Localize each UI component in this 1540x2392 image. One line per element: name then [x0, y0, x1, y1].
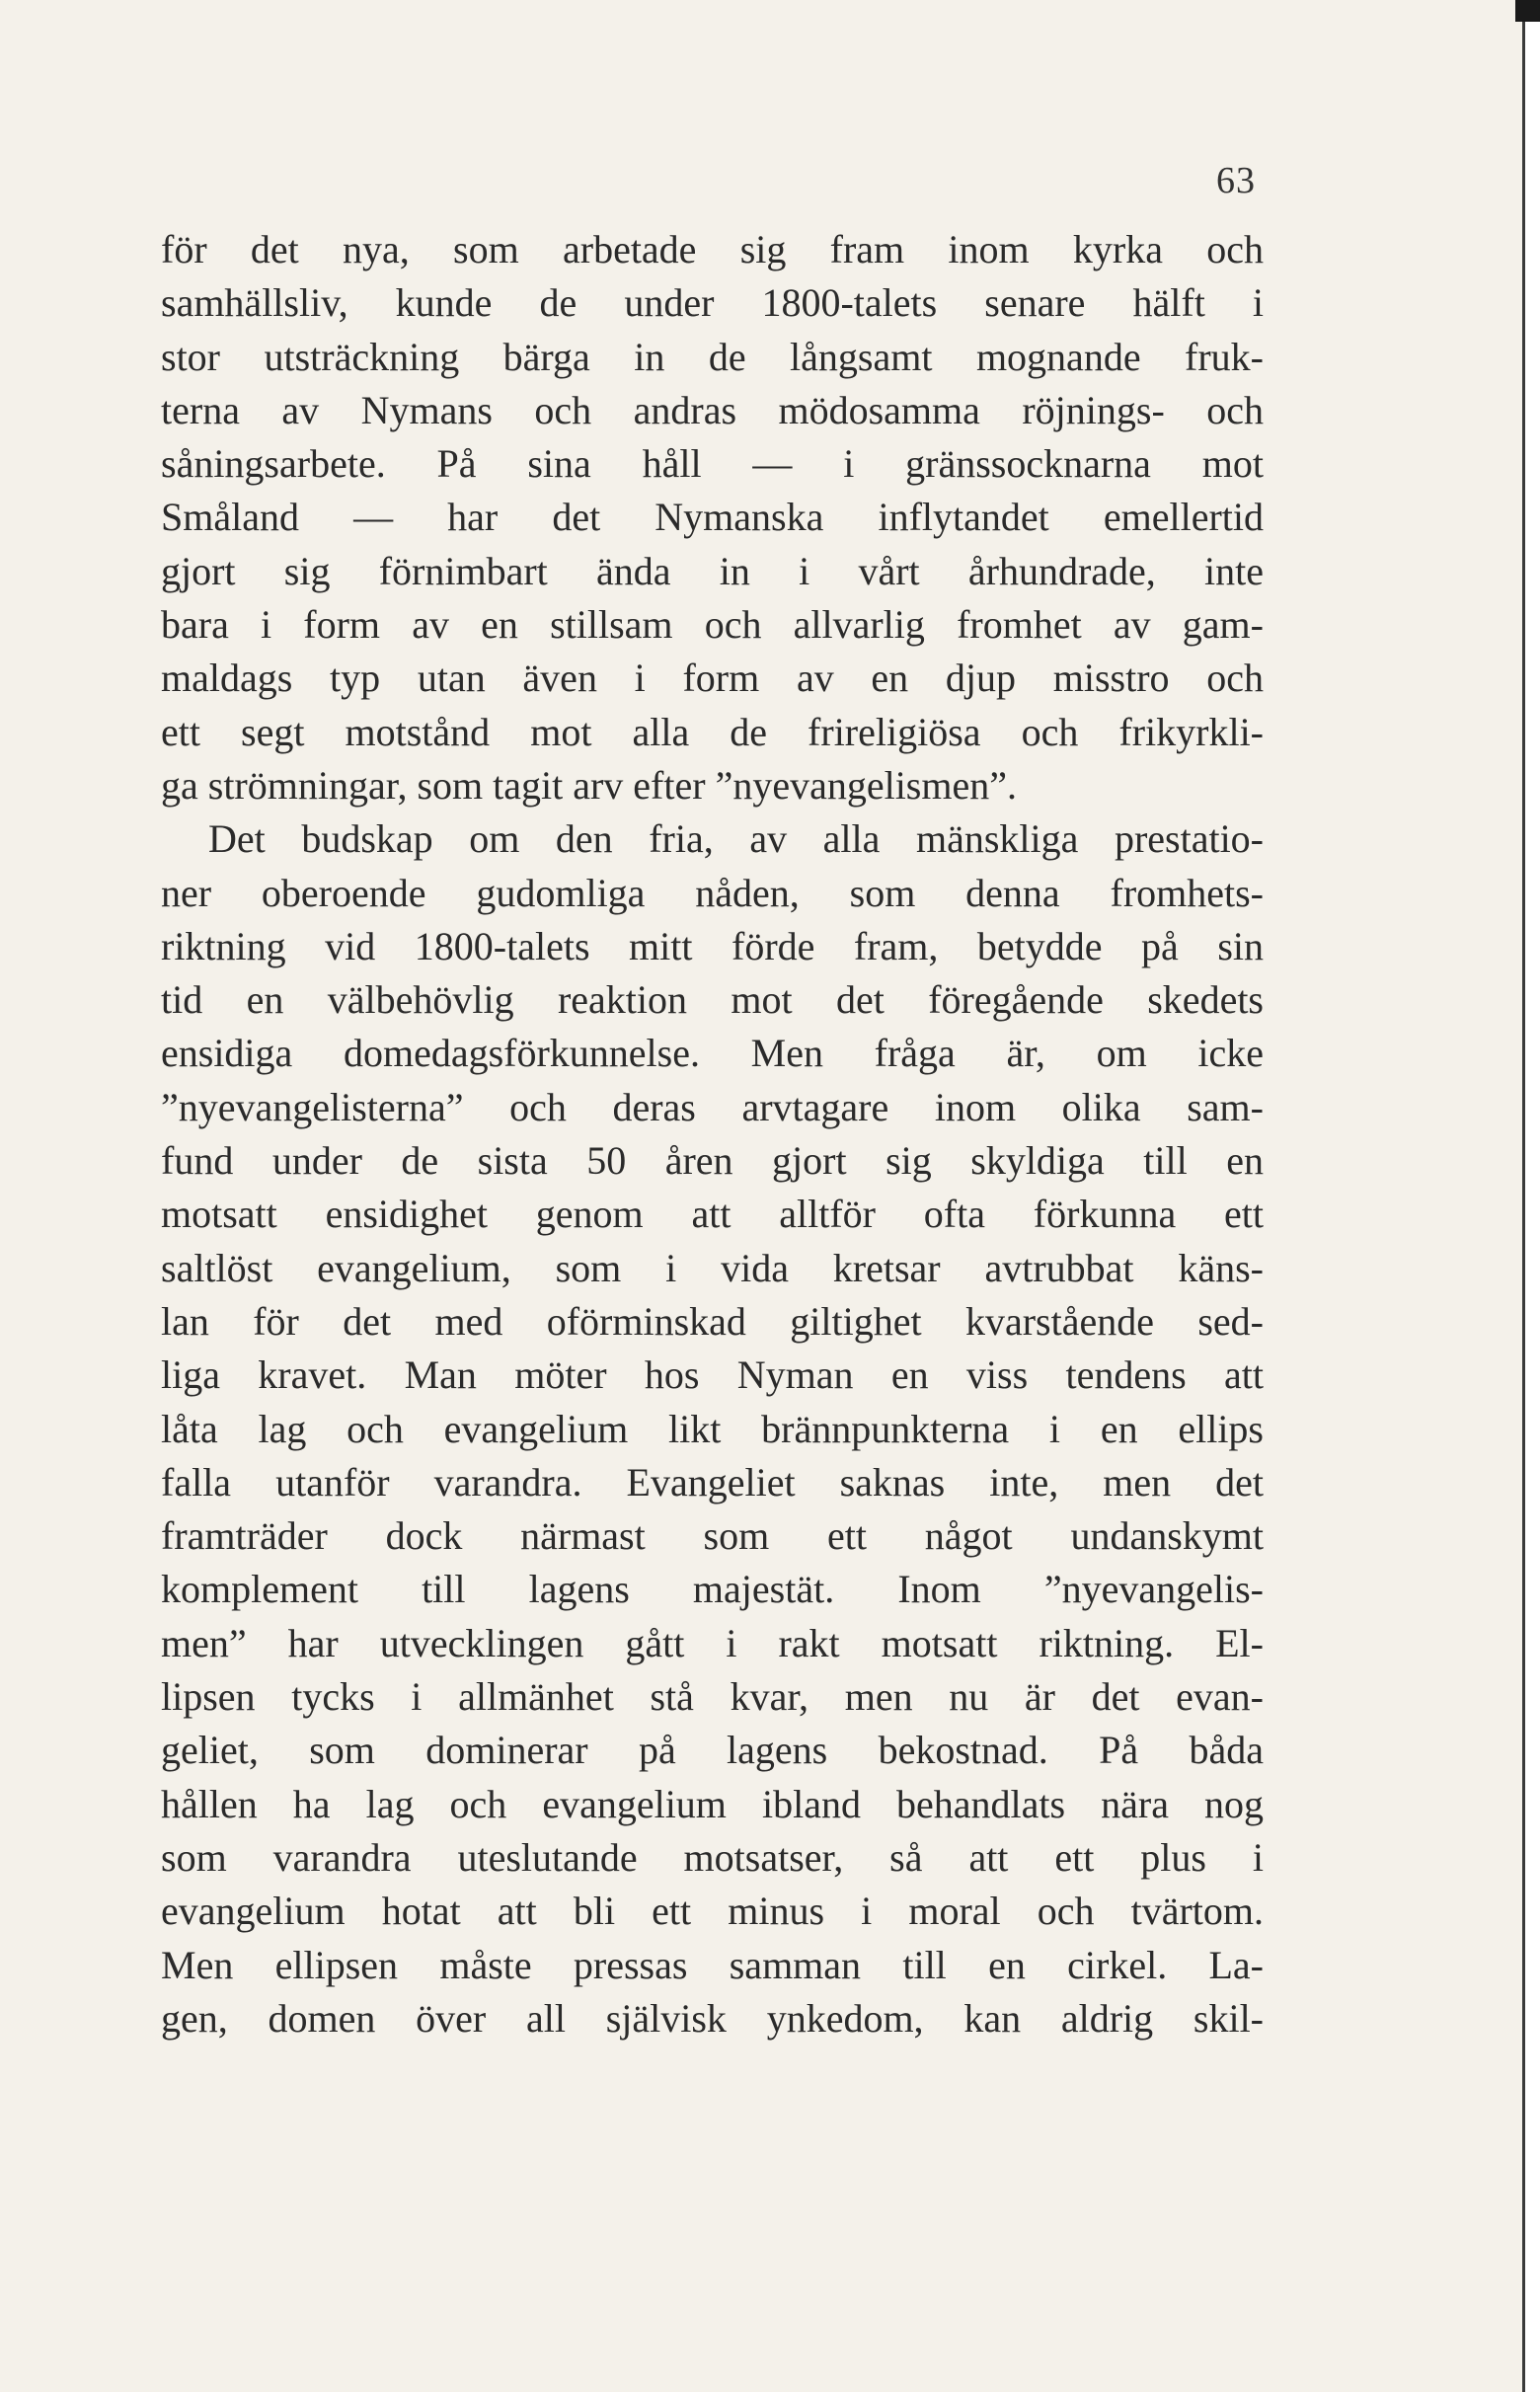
text-line: ga strömningar, som tagit arv efter ”nyevangelismen”.: [161, 762, 1017, 808]
text-line: framträder dock närmast som ett något undanskymt: [161, 1513, 1264, 1559]
text-line: stor utsträckning bärga in de långsamt mognande fruk-: [161, 334, 1264, 379]
text-line: lan för det med oförminskad giltighet kvarstående sed-: [161, 1298, 1264, 1344]
text-line: som varandra uteslutande motsatser, så att ett plus i: [161, 1834, 1264, 1880]
page-edge: [1522, 0, 1540, 2392]
text-line: ensidiga domedagsförkunnelse. Men fråga är, om icke: [161, 1031, 1264, 1076]
text-line: hållen ha lag och evangelium ibland behandlats nära nog: [161, 1781, 1264, 1826]
text-line: Småland — har det Nymanska inflytandet emellertid: [161, 495, 1264, 540]
text-line: komplement till lagens majestät. Inom ”nyevangelis-: [161, 1567, 1264, 1612]
text-line: geliet, som dominerar på lagens bekostnad. På båda: [161, 1728, 1264, 1773]
text-line: terna av Nymans och andras mödosamma röjnings- och: [161, 387, 1264, 432]
page-number: 63: [1216, 160, 1256, 201]
text-line: ett segt motstånd mot alla de frireligiösa och frikyrkli-: [161, 709, 1264, 754]
text-line: riktning vid 1800-talets mitt förde fram, betydde på sin: [161, 923, 1264, 968]
text-line: Men ellipsen måste pressas samman till en cirkel. La-: [161, 1942, 1264, 1987]
text-line: gen, domen över all självisk ynkedom, kan aldrig skil-: [161, 1995, 1264, 2041]
text-line: för det nya, som arbetade sig fram inom kyrka och: [161, 227, 1264, 271]
text-line: samhällsliv, kunde de under 1800-talets senare hälft i: [161, 280, 1264, 326]
body-text: [161, 223, 1264, 2045]
text-line: Det budskap om den fria, av alla mänskliga prestatio-: [208, 816, 1264, 862]
text-line: liga kravet. Man möter hos Nyman en viss tendens att: [161, 1352, 1264, 1398]
text-line: men” har utvecklingen gått i rakt motsatt riktning. El-: [161, 1620, 1264, 1665]
text-line: saltlöst evangelium, som i vida kretsar avtrubbat käns-: [161, 1245, 1264, 1290]
text-line: ner oberoende gudomliga nåden, som denna fromhets-: [161, 870, 1264, 915]
text-line: tid en välbehövlig reaktion mot det föregående skedets: [161, 977, 1264, 1023]
text-line: evangelium hotat att bli ett minus i moral och tvärtom.: [161, 1889, 1264, 1934]
text-line: lipsen tycks i allmänhet stå kvar, men nu är det evan-: [161, 1674, 1264, 1720]
text-line: låta lag och evangelium likt brännpunkterna i en ellips: [161, 1406, 1264, 1451]
text-line: gjort sig förnimbart ända in i vårt århundrade, inte: [161, 548, 1264, 593]
text-line: bara i form av en stillsam och allvarlig fromhet av gam-: [161, 602, 1264, 648]
text-line: motsatt ensidighet genom att alltför ofta förkunna ett: [161, 1192, 1264, 1237]
text-line: såningsarbete. På sina håll — i gränssocknarna mot: [161, 441, 1264, 487]
text-line: maldags typ utan även i form av en djup misstro och: [161, 656, 1264, 701]
text-line: fund under de sista 50 åren gjort sig skyldiga till en: [161, 1138, 1264, 1184]
text-line: falla utanför varandra. Evangeliet saknas inte, men det: [161, 1459, 1264, 1505]
scan-corner-mark: [1515, 0, 1540, 22]
text-line: ”nyevangelisterna” och deras arvtagare inom olika sam-: [161, 1084, 1264, 1129]
